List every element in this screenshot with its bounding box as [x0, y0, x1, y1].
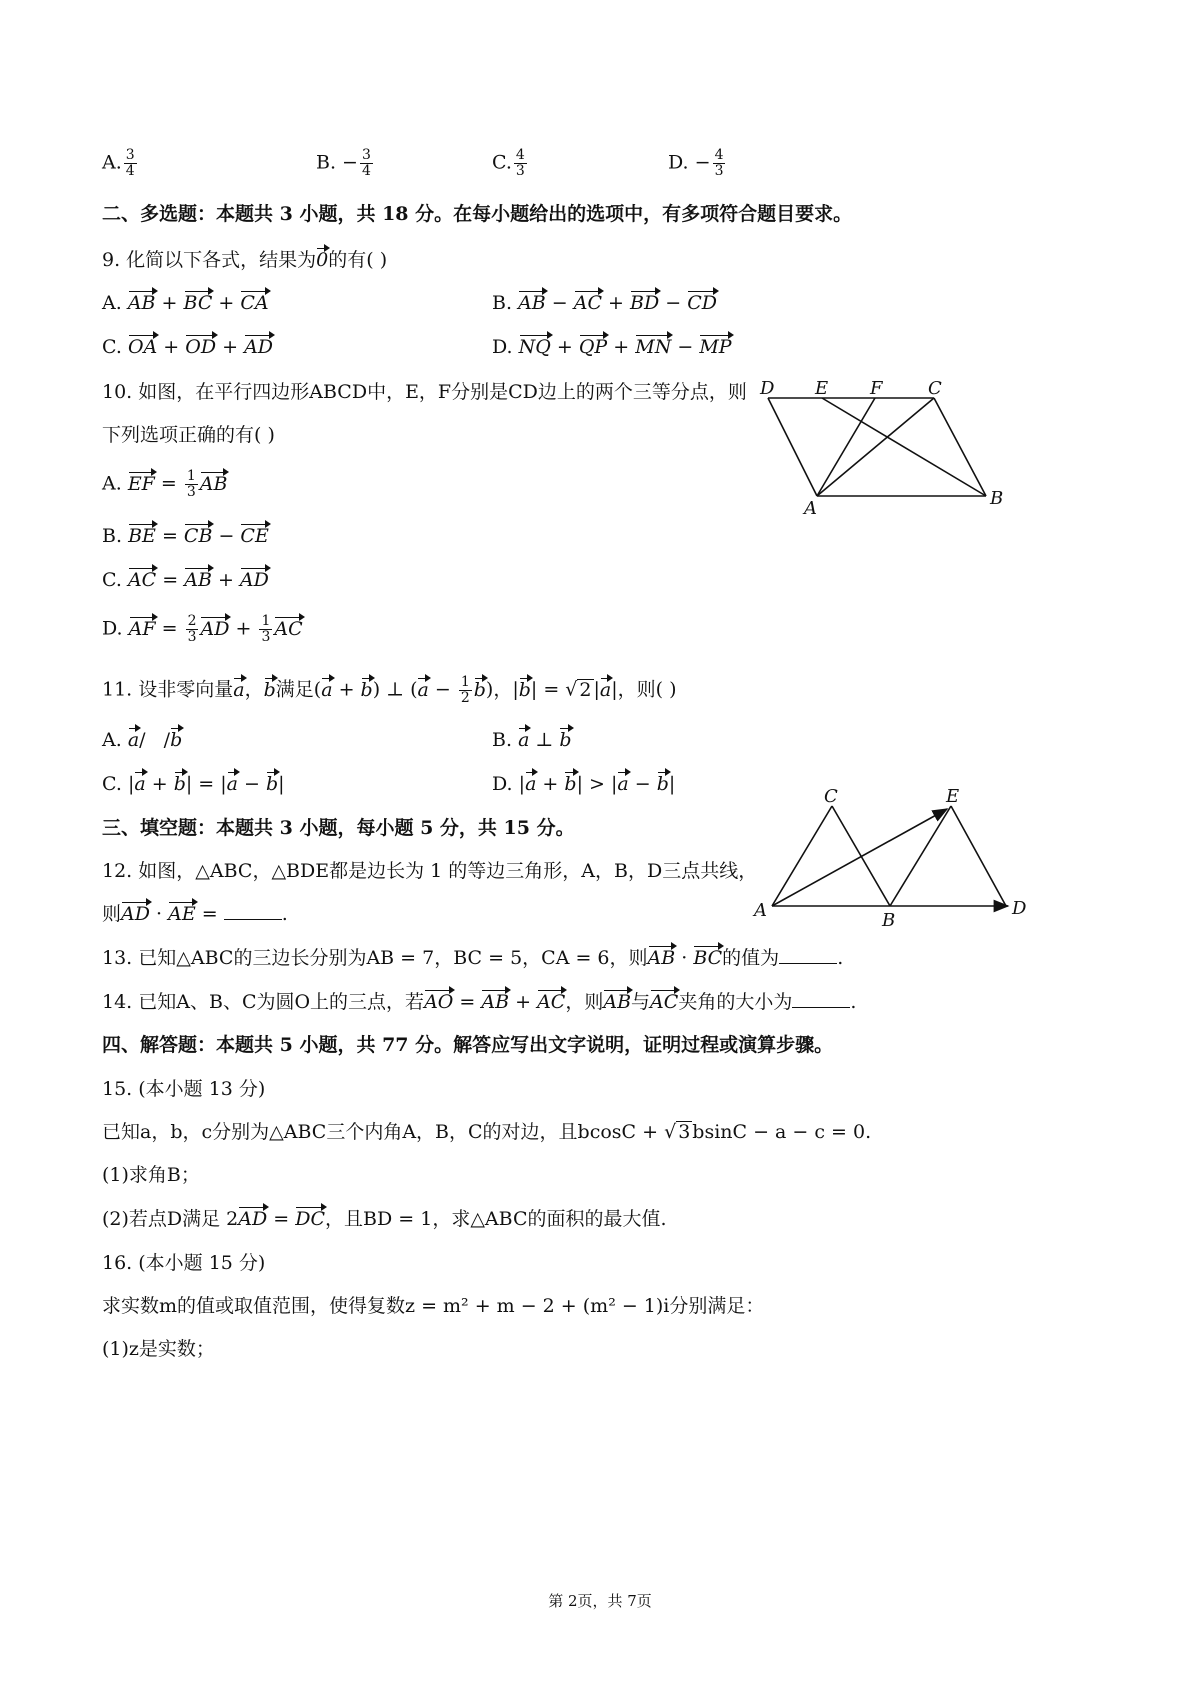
q15-stem: 已知a，b，c分别为△ABC三个内角A，B，C的对边，且bcosC + √ 3 bsinC − a − c = 0.	[102, 1121, 872, 1143]
q16-stem: 求实数m的值或取值范围，使得复数z = m² + m − 2 + (m² − 1)i分别满足：	[102, 1295, 765, 1317]
section-4-heading: 四、解答题：本题共 5 小题，共 77 分。解答应写出文字说明，证明过程或演算步骤。	[102, 1034, 834, 1056]
q14-answer-blank[interactable]	[792, 989, 850, 1008]
q13-answer-blank[interactable]	[779, 945, 837, 964]
fig10-label-c: C	[928, 378, 942, 399]
q11-option-d: D. |a + b| > |a − b|	[492, 770, 675, 798]
q16-part1: (1)z是实数；	[102, 1338, 215, 1360]
q12-stem-line2: 则AD · AE = .	[102, 900, 288, 928]
q9-stem: 9. 化简以下各式，结果为0的有( )	[102, 246, 387, 274]
q10-stem-line1: 10. 如图，在平行四边形ABCD中，E，F分别是CD边上的两个三等分点，则	[102, 381, 747, 403]
fig12-label-a: A	[754, 900, 767, 921]
fig12-label-e: E	[946, 786, 960, 807]
q10-option-c: C. AC = AB + AD	[102, 566, 269, 594]
q8-option-c: C. $\frac{4}{3}$	[492, 147, 525, 179]
fig10-label-e: E	[815, 378, 829, 399]
fig10-label-f: F	[870, 378, 883, 399]
q11-stem: 11. 设非零向量a，b满足(a + b) ⊥ (a − $\frac{1}{2}$ b)，|b| = √ 2 |a|，则( )	[102, 674, 677, 706]
fig10-label-b: B	[990, 488, 1004, 509]
q10-stem-line2: 下列选项正确的有( )	[102, 424, 275, 446]
q16-heading: 16. (本小题 15 分)	[102, 1252, 266, 1274]
q14-stem: 14. 已知A、B、C为圆O上的三点，若AO = AB + AC，则AB与AC夹角的大小为 .	[102, 988, 856, 1016]
q10-parallelogram-figure	[750, 372, 1040, 522]
fig12-label-b: B	[882, 910, 896, 931]
q12-stem-line1: 12. 如图，△ABC，△BDE都是边长为 1 的等边三角形，A，B，D三点共线，	[102, 860, 758, 882]
q11-option-a: A. a/ /b	[102, 726, 182, 754]
fig10-label-d: D	[760, 378, 775, 399]
q9-option-a: A. AB + BC + CA	[102, 289, 269, 317]
q8-option-d: D. − $\frac{4}{3}$	[668, 147, 724, 179]
q10-option-a: A. EF = $\frac{1}{3}$ AB	[102, 468, 228, 500]
page-footer: 第 2页，共 7页	[548, 1592, 652, 1610]
q15-part2: (2)若点D满足 2AD = DC，且BD = 1，求△ABC的面积的最大值.	[102, 1205, 667, 1233]
q10-option-b: B. BE = CB − CE	[102, 522, 269, 550]
section-3-heading: 三、填空题：本题共 3 小题，每小题 5 分，共 15 分。	[102, 817, 575, 839]
q11-option-b: B. a ⊥ b	[492, 726, 572, 754]
fig12-label-c: C	[824, 786, 838, 807]
q12-answer-blank[interactable]	[224, 901, 282, 920]
q9-option-b: B. AB − AC + BD − CD	[492, 289, 717, 317]
fig12-label-d: D	[1012, 898, 1027, 919]
fig10-label-a: A	[804, 498, 817, 519]
q15-part1: (1)求角B；	[102, 1164, 200, 1186]
q11-option-c: C. |a + b| = |a − b|	[102, 770, 285, 798]
q9-option-d: D. NQ + QP + MN − MP	[492, 333, 732, 361]
q12-triangles-figure	[748, 782, 1038, 932]
q13-stem: 13. 已知△ABC的三边长分别为AB = 7，BC = 5，CA = 6，则AB · BC的值为 .	[102, 944, 843, 972]
section-2-heading: 二、多选题：本题共 3 小题，共 18 分。在每小题给出的选项中，有多项符合题目要求。	[102, 203, 853, 225]
q10-option-d: D. AF = $\frac{2}{3}$ AD + $\frac{1}{3}$ AC	[102, 613, 303, 645]
q8-option-b: B. − $\frac{3}{4}$	[316, 147, 371, 179]
q8-option-a: A. $\frac{3}{4}$	[102, 147, 135, 179]
q9-option-c: C. OA + OD + AD	[102, 333, 273, 361]
q15-heading: 15. (本小题 13 分)	[102, 1078, 266, 1100]
